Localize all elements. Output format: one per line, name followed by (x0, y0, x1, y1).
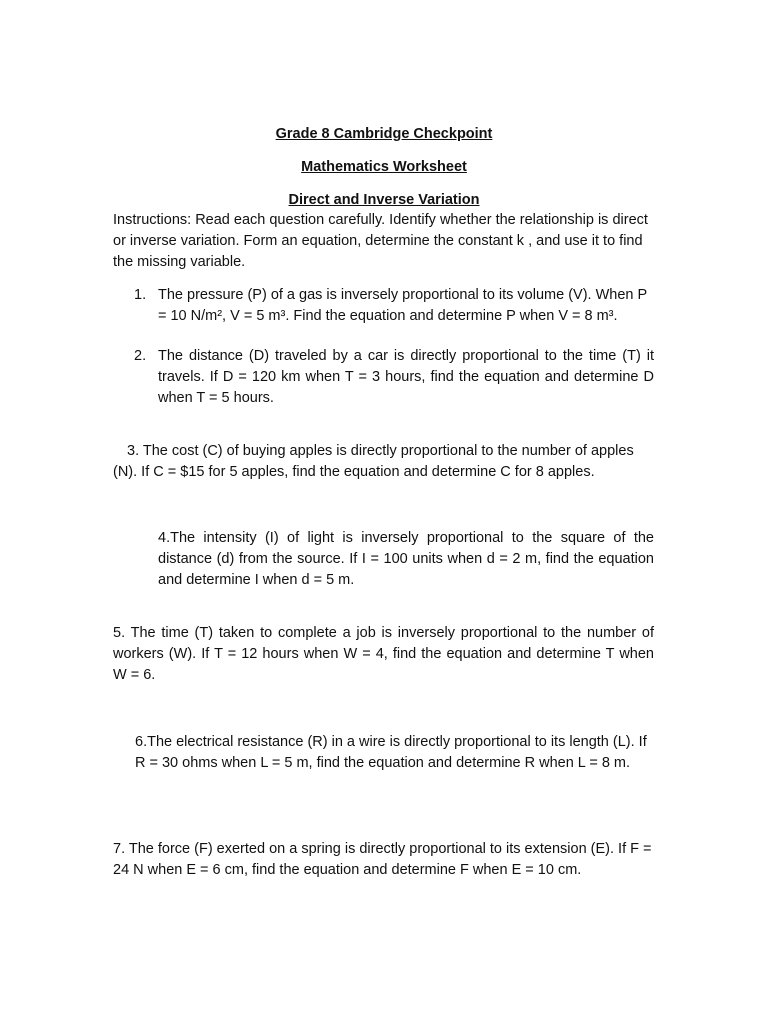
question-2-text: The distance (D) traveled by a car is directly proportional to the time (T) it travels. If D = 120 km when T = 3 hours, find the equation and determine D when T = 5 hours. (158, 348, 654, 406)
worksheet-topic: Direct and Inverse Variation (288, 192, 480, 208)
question-2-number: 2. (134, 348, 147, 364)
instructions-text: Instructions: Read each question carefully. Identify whether the relationship is direct or inverse variation. Form an equation, determine the constant k , and use it to find the missing variable. (113, 212, 648, 270)
question-5-text: 5. The time (T) taken to complete a job is inversely proportional to the number of workers (W). If T = 12 hours when W = 4, find the equation and determine T when W = 6. (113, 625, 654, 683)
question-7-text: 7. The force (F) exerted on a spring is directly proportional to its extension (E). If F = 24 N when E = 6 cm, find the equation and determine F when E = 10 cm. (113, 841, 652, 878)
question-3-text: 3. The cost (C) of buying apples is directly proportional to the number of apples (N). If C = $15 for 5 apples, find the equation and determine C for 8 apples. (113, 443, 634, 480)
question-6-text: 6.The electrical resistance (R) in a wire is directly proportional to its length (L). If R = 30 ohms when L = 5 m, find the equation and determine R when L = 8 m. (135, 734, 647, 771)
worksheet-subtitle: Mathematics Worksheet (301, 159, 467, 175)
worksheet-title: Grade 8 Cambridge Checkpoint (275, 126, 493, 142)
question-4-text: 4.The intensity (I) of light is inversely proportional to the square of the distance (d) from the source. If I = 100 units when d = 2 m, find the equation and determine I when d = 5 m. (158, 530, 654, 588)
question-1-number: 1. (134, 287, 147, 303)
question-1-text: The pressure (P) of a gas is inversely proportional to its volume (V). When P = 10 N/m², V = 5 m³. Find the equation and determine P when V = 8 m³. (158, 287, 647, 324)
